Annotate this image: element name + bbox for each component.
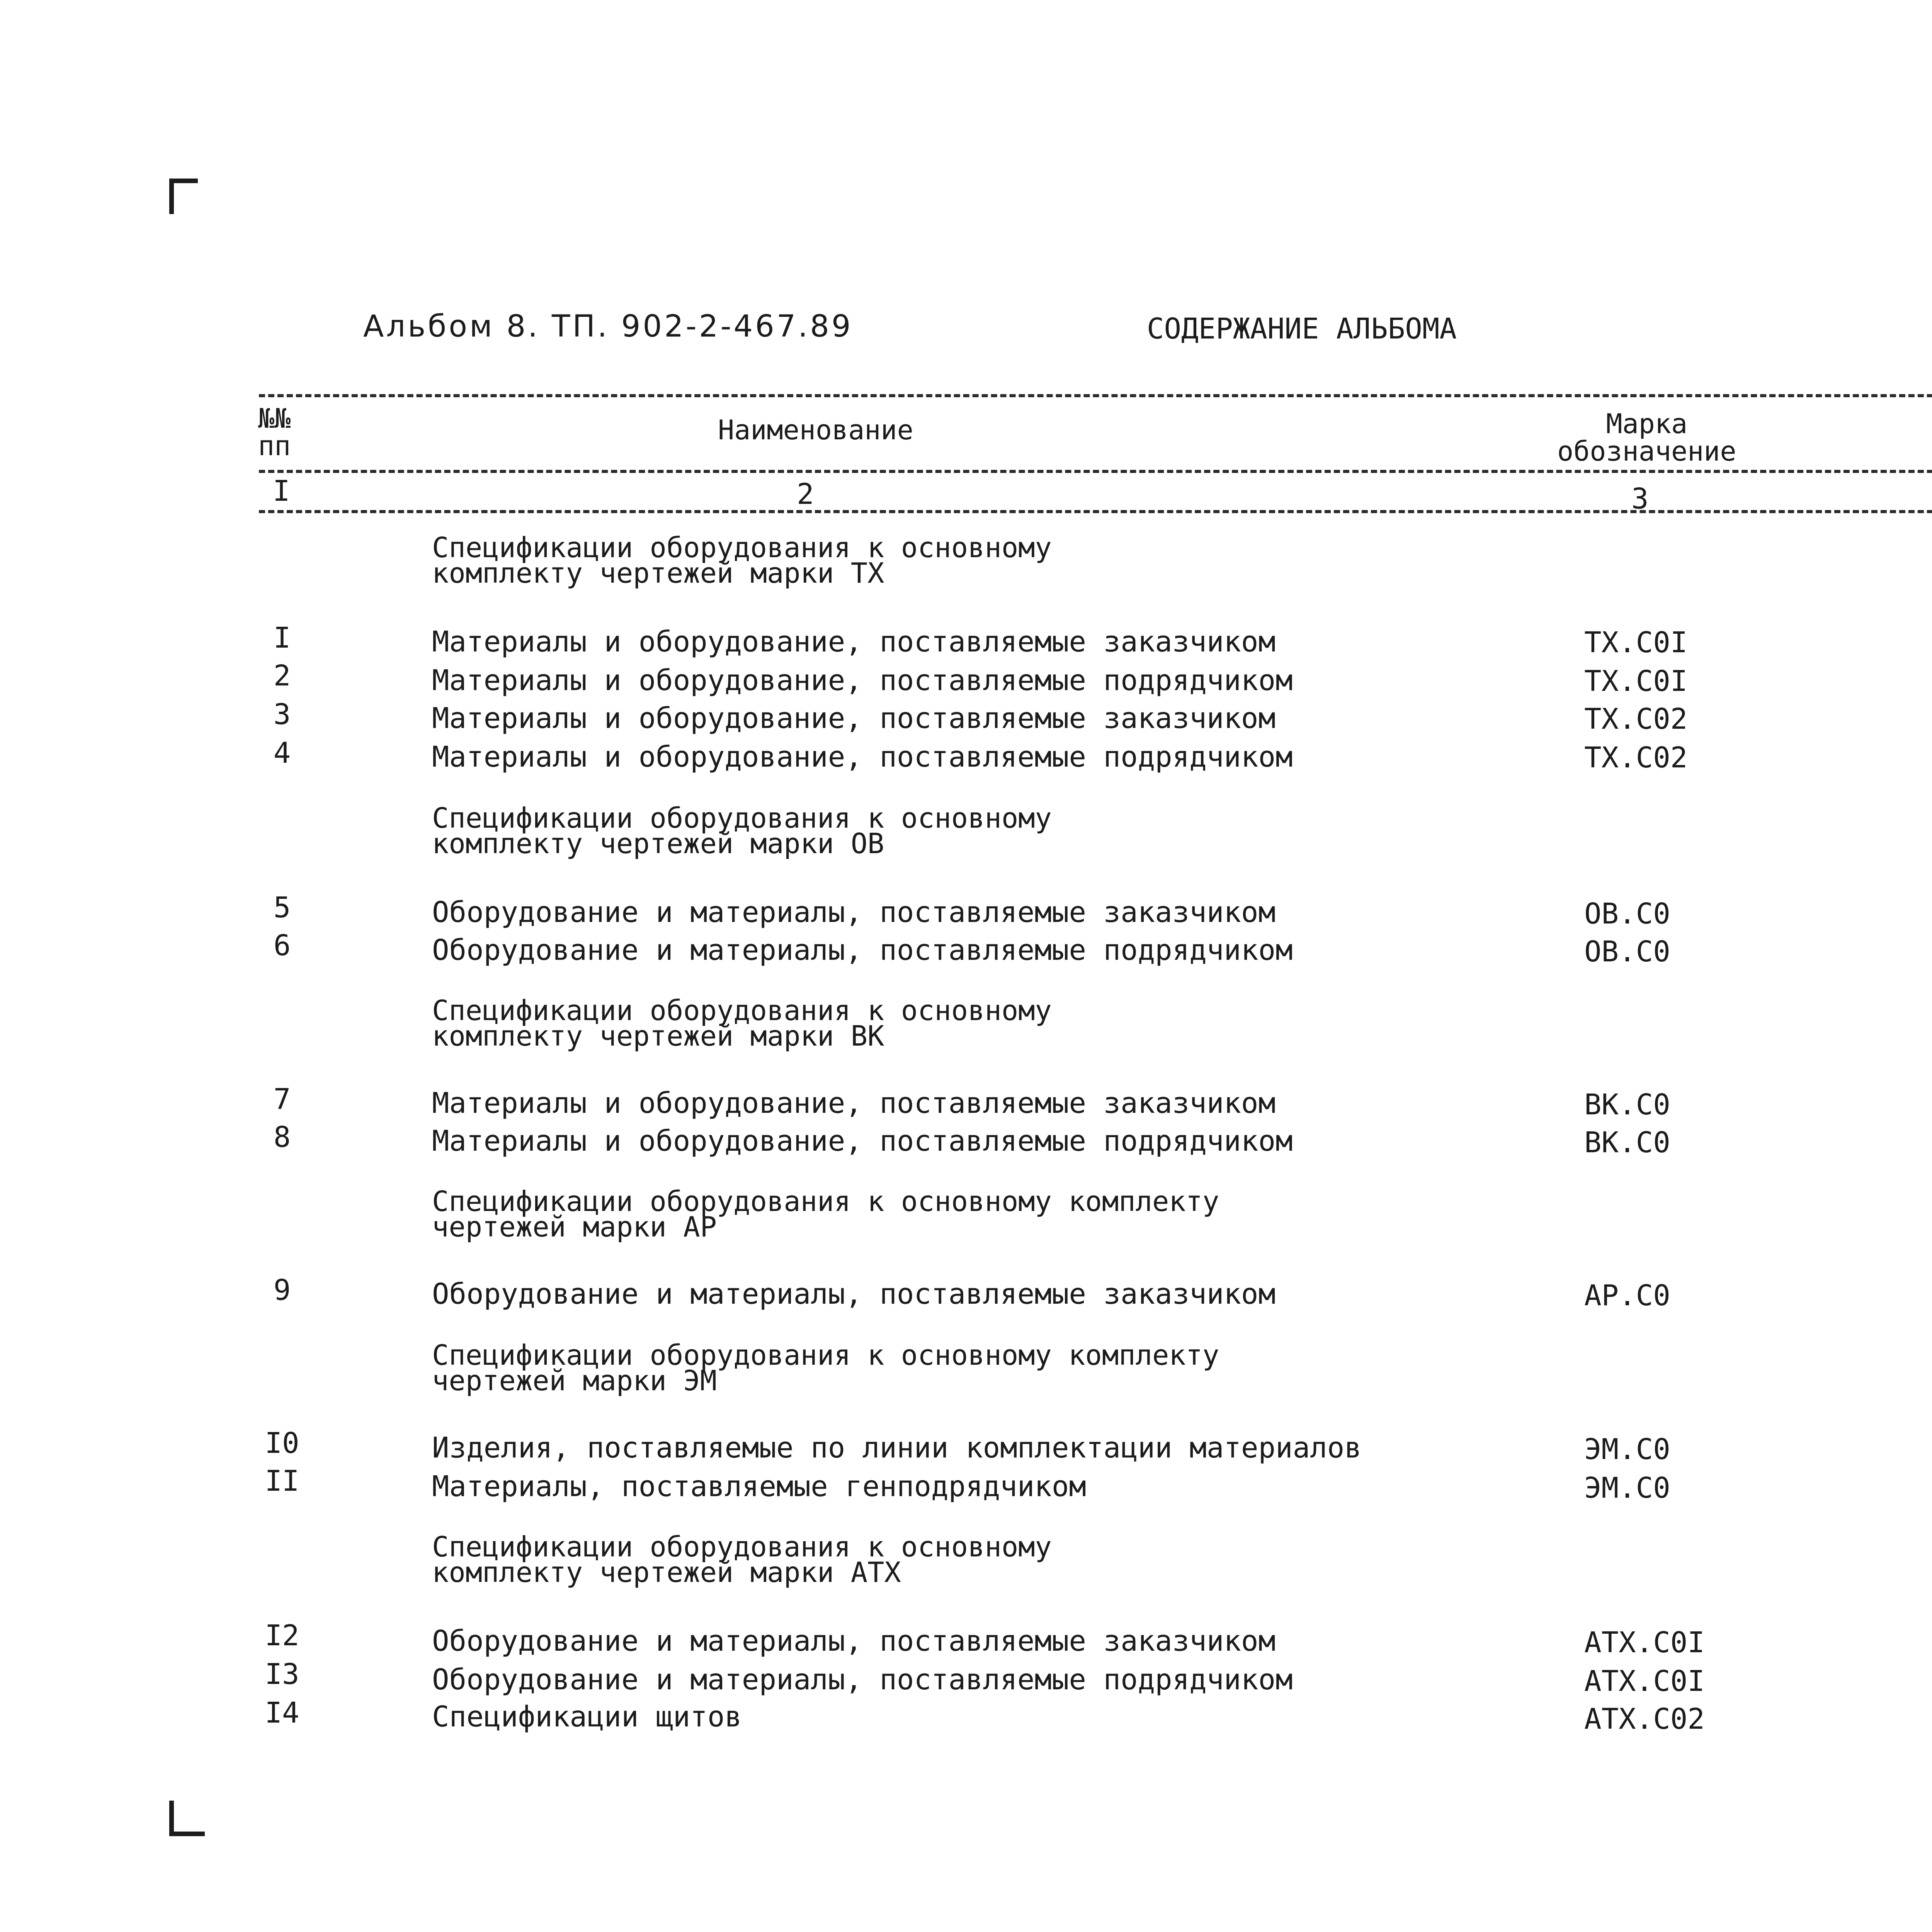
column-header-code: Марка обозначение: [1557, 408, 1736, 468]
row-code: ЭМ.С0: [1584, 1433, 1670, 1466]
section-title-ar: Спецификации оборудования к основному комплекту чертежей марки АР: [432, 1185, 1219, 1243]
column-header-num: №№ пп: [258, 403, 291, 462]
row-name: Материалы и оборудование, поставляемые заказчиком: [432, 1087, 1276, 1120]
row-number: I0: [265, 1427, 299, 1460]
row-code: ЭМ.С0: [1584, 1471, 1670, 1505]
table-rule-bottom: [259, 510, 1932, 513]
row-name: Спецификации щитов: [432, 1700, 742, 1733]
corner-mark-bottom-left: [169, 1801, 205, 1836]
section-title-tx: Спецификации оборудования к основному комплекту чертежей марки ТХ: [432, 531, 1052, 589]
row-name: Оборудование и материалы, поставляемые заказчиком: [432, 896, 1276, 929]
row-number: 5: [273, 891, 291, 924]
row-name: Изделия, поставляемые по линии комплектации материалов: [432, 1431, 1362, 1464]
row-code: АТХ.С0I: [1584, 1626, 1705, 1659]
row-name: Материалы и оборудование, поставляемые заказчиком: [432, 702, 1276, 735]
row-code: АТХ.С0I: [1584, 1665, 1705, 1698]
row-number: 9: [273, 1274, 291, 1307]
row-number: 2: [273, 659, 291, 692]
row-name: Материалы и оборудование, поставляемые подрядчиком: [432, 740, 1293, 774]
row-number: I4: [265, 1696, 299, 1730]
row-code: ВК.С0: [1584, 1088, 1670, 1121]
column-header-name: Наименование: [718, 414, 913, 446]
corner-mark-top-left: [169, 179, 198, 214]
column-number-3: 3: [1631, 482, 1649, 515]
row-name: Оборудование и материалы, поставляемые подрядчиком: [432, 934, 1293, 967]
row-number: I3: [265, 1658, 299, 1691]
row-name: Оборудование и материалы, поставляемые заказчиком: [432, 1624, 1276, 1658]
row-name: Материалы и оборудование, поставляемые подрядчиком: [432, 1124, 1293, 1158]
section-title-ov: Спецификации оборудования к основному комплекту чертежей марки ОВ: [432, 802, 1052, 860]
row-name: Оборудование и материалы, поставляемые заказчиком: [432, 1277, 1276, 1311]
row-code: АТХ.С02: [1584, 1702, 1705, 1736]
row-name: Материалы и оборудование, поставляемые заказчиком: [432, 625, 1276, 658]
section-title-atx: Спецификации оборудования к основному комплекту чертежей марки АТХ: [432, 1531, 1052, 1588]
row-code: ВК.С0: [1584, 1126, 1670, 1159]
row-code: ТХ.С0I: [1584, 626, 1688, 659]
row-number: 6: [273, 929, 291, 962]
row-number: 8: [273, 1121, 291, 1154]
document-title: СОДЕРЖАНИЕ АЛЬБОМА: [1147, 312, 1457, 345]
row-code: ОВ.С0: [1584, 935, 1670, 968]
column-number-2: 2: [797, 478, 814, 511]
table-rule-middle: [259, 470, 1932, 473]
row-number: 3: [273, 698, 291, 731]
section-title-em: Спецификации оборудования к основному комплекту чертежей марки ЭМ: [432, 1339, 1219, 1397]
row-code: ОВ.С0: [1584, 897, 1670, 930]
row-number: I2: [265, 1619, 299, 1652]
row-name: Оборудование и материалы, поставляемые подрядчиком: [432, 1663, 1293, 1696]
row-code: ТХ.С0I: [1584, 665, 1688, 698]
row-code: ТХ.С02: [1584, 702, 1688, 736]
section-title-vk: Спецификации оборудования к основному комплекту чертежей марки ВК: [432, 994, 1052, 1052]
column-number-1: I: [273, 474, 290, 508]
table-rule-top: [259, 394, 1932, 397]
row-name: Материалы и оборудование, поставляемые подрядчиком: [432, 664, 1293, 697]
row-code: ТХ.С02: [1584, 741, 1688, 774]
row-number: 4: [273, 736, 291, 770]
row-number: II: [265, 1464, 299, 1498]
row-number: I: [273, 621, 291, 655]
row-number: 7: [273, 1083, 291, 1116]
row-code: АР.С0: [1584, 1279, 1670, 1312]
row-name: Материалы, поставляемые генподрядчиком: [432, 1470, 1086, 1503]
album-reference: Альбом 8. ТП. 902-2-467.89: [363, 309, 853, 344]
